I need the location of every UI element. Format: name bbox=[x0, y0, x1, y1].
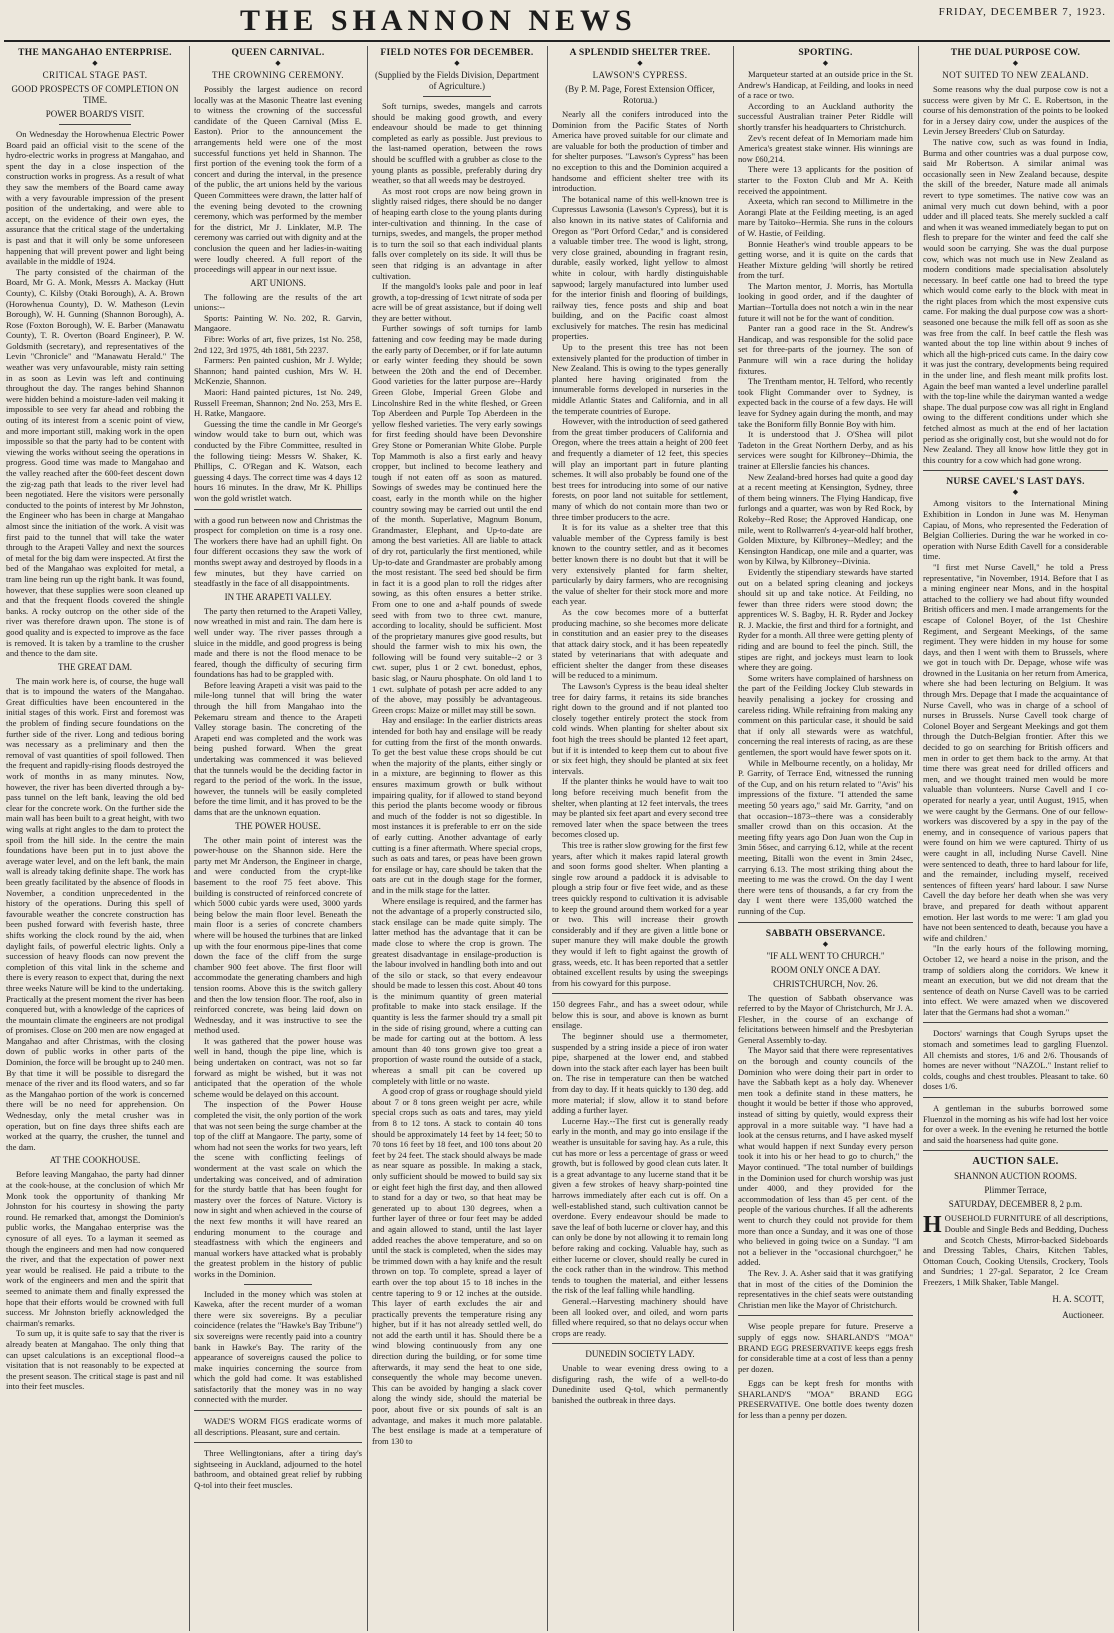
divider bbox=[423, 96, 491, 97]
subheading: POWER BOARD'S VISIT. bbox=[45, 109, 145, 119]
masthead-date: FRIDAY, DECEMBER 7, 1923. bbox=[938, 6, 1106, 18]
paragraph: Hay and ensilage: In the earlier districts areas intended for both hay and ensilage will be ready for cutting from the first of the month onwards. To get the best value these crops should be cut when the majority of the plants, either singly or in a mixture, are beginning to flower as this ensures maximum growth or bulk without impairing quality, for if allowed to stand beyond this period the plants become woody or fibrous and much of the fodder is not so digestible. In most instances it is preferable to err on the side of early cutting. Another advantage of early cutting is a finer aftermath. Where special crops, such as oats and tares, or peas have been grown for ensilage or hay, care should be taken that the oats are cut in the dough stage for the former, and in the milk stage for the latter. bbox=[372, 715, 542, 895]
divider bbox=[923, 1097, 1108, 1098]
paragraph: The following are the results of the art unions:-- bbox=[194, 291, 362, 313]
subheading: LAWSON'S CYPRESS. bbox=[592, 70, 688, 80]
paragraph: The other main point of interest was the power-house on the Shannon side. Here the party met Mr Anderson, the Engineer in charge, and were conducted from the crypt-like basement to the roof 75 feet above. This building is constructed of reinforced concrete of which 5000 cubic yards were used, 3000 yards being below the main floor level. Beneath the main floor is a series of concrete chambers where will be housed the turbines that are linked up with the four enormous pipe-lines that come down the face of the cliff from the surge chamber 900 feet above. The first floor will accommodate the generating chambers and high tension rooms. Above this is the switch gallery and then the low tension floor. The roof, also in reinforced concrete, was being laid down on Wednesday, and it was instructive to see the method used. bbox=[194, 834, 362, 1036]
paragraph: Nearly all the conifers introduced into the Dominion from the Pacific States of North America have proved suitable for our climate and are valuable for both the production of timber and for shelter purposes. "Lawson's Cypress" has been no exception to this and the Dominion acquired a handsome and efficient shelter tree with its introduction. bbox=[552, 109, 728, 194]
column-rule bbox=[918, 46, 919, 1631]
subheading: ROOM ONLY ONCE A DAY. bbox=[770, 964, 881, 975]
article-heading-field-notes: FIELD NOTES FOR DECEMBER. bbox=[380, 48, 534, 58]
paragraph: Some reasons why the dual purpose cow is not a success were given by Mr C. E. Robertson, in the course of his demonstration of the points to be looked for in a Jersey dairy cow, under the auspices of the Levin Jersey Breeders' Club on Saturday. bbox=[923, 84, 1108, 137]
section-heading: ART UNIONS. bbox=[250, 277, 306, 288]
divider bbox=[59, 124, 130, 125]
section-heading: THE POWER HOUSE. bbox=[235, 820, 321, 831]
subheading: NOT SUITED TO NEW ZEALAND. bbox=[942, 70, 1089, 80]
paragraph: It is understood that J. O'Shea will pilot Tadeton in the Great Northern Derby, and as his services were sought for Kilbroney--Dhimia, the trainer at Ellerslie fancies his chances. bbox=[738, 429, 913, 471]
divider bbox=[194, 1410, 362, 1411]
paragraph: The main work here is, of course, the huge wall that is to impound the waters of the Mangahao. Great difficulties have been encountered in the initial stages of this work. First and foremost was the problem of finding secure foundations on the further side of the river. Long and tedious boring was necessary as a preliminary and then the removal of vast quantities of spoil followed. Then the frequent and rapidly-rising floods destroyed the work of months in as many minutes. Now, however, the river has been diverted through a by-pass tunnel on the left bank, leaving the old bed clear for the concrete work. On the further side the main wall has been built to a great height, with two wing walls at right angles to the dam to protect the spoil from the hill side. In the centre the main foundations have been put in to just above the average water level, and on the left bank, the main wall is already taking definite shape. The work has been greatly facilitated by the absence of floods in November, a condition unprecedented in the history of the operations. During this spell of favourable weather the concrete construction has been pushed forward with feverish haste, three shifts working the clock round by the aid, when daylight fails, of powerful electric lights. Only a succession of heavy floods can now prevent the completion of this vital link in the scheme and there is every reason to expect that, during the next three weeks Nature will be kind to the undertaking. Practically at the present moment the river has been conquered but, with a knowledge of the caprices of the mountain climate the engineers are not prodigal of promises. Close on 200 men are now engaged at Mangahao and after Christmas, with the closing down of public works in other parts of the Dominion, the force will be brought up to 240 men. By that time it will be possible to disregard the menace of the river and its flood waters, and so far as the Mangahao portion of the work is concerned there will be no need for apprehension. On Wednesday, only the metal crusher was in operation, but on fine days three shifts each are worked at the quarry, the crusher, the tunnel and the dam. bbox=[6, 675, 184, 1152]
paragraph: Before leaving Arapeti a visit was paid to the mile-long tunnel that will bring the water through the hill from Mangahao into the Pekemaru stream and thence to the Arapeti Valley storage basin. The concreting of the Arapeti end was completed and the work was being pushed forward. When the great undertaking was commenced it was believed that the tunnels would be the deciding factor in regard to the period of the work. In the issue, however, the tunnels will be easily completed before the time limit, and it has proved to be the dams that are the unknown equation. bbox=[194, 679, 362, 817]
subheading: "IF ALL WENT TO CHURCH." bbox=[766, 950, 885, 961]
paragraph: Guessing the time the candle in Mr George's window would take to burn out, which was conducted by the Fibre Committee, resulted in the following tieing: Messrs W. Shaker, K. Phillips, C. O'Regan and K. Watson, each guessing 4 days. The correct time was 4 days 12 hours 16 minutes. In the draw, Mr K. Phillips won the gold wristlet watch. bbox=[194, 418, 362, 503]
ornament-icon: ◆ bbox=[822, 59, 829, 67]
paragraph: If the planter thinks he would have to wait too long before receiving much benefit from the shelter, when planting at 12 feet intervals, the trees may be planted six feet apart and every second tree removed later when the space between the trees becomes closed up. bbox=[552, 776, 728, 840]
paragraph: The inspection of the Power House completed the visit, the only portion of the work that was not seen being the surge chamber at the top of the cliff at Mangaore. The party, some of whom had not seen the works for two years, left the scene with conflicting feelings of wonderment at the vast scale on which the undertaking was conceived, and of admiration for the sturdy battle that has been fought for mastery over the forces of Nature. Victory is now in sight and when achieved in the course of the next few months it will have reared an enduring monument to the courage and steadfastness with which the engineers and manual workers have attacked what is probably the greatest problem in the history of public works in the Dominion. bbox=[194, 1099, 362, 1279]
auction-listing bbox=[923, 1213, 1108, 1287]
paragraph: Three Wellingtonians, after a tiring day's sightseeing in Auckland, adjourned to the hotel bathroom, and obtained great relief by rubbing Q-tol into their feet muscles. bbox=[194, 1448, 362, 1491]
paragraph: The party then returned to the Arapeti Valley, now wreathed in mist and rain. The dam here is well under way. The river passes through a sluice in the middle, and good progress is being made and there is not the flood menace to be feared, though the difficulty of securing firm foundations has had to be grappled with. bbox=[194, 605, 362, 680]
paragraph: While in Melbourne recently, on a holiday, Mr P. Garrity, of Terrace End, witnessed the running of the Cup, and on his return related to "Avis" his impressions of the fixture. "I attended the same meeting 50 years ago," said Mr. Garrity, "and on that occasion--1873--there was a considerably smaller crowd than on this occasion. At the meeting fifty years ago Don Juan won the Cup in 3min 56sec, and carrying 6.12, while at the recent meeting, Bitalli won the event in 3min 24sec, carrying 6.13. The most striking thing about the meeting to me was the crowd. On the day I went there were tens of thousands, a far cry from the day I went there were 135,000 watched the running of the Cup. bbox=[738, 757, 913, 916]
advertisement: Eggs can be kept fresh for months with SHARLAND'S "MOA" BRAND EGG PRESERVATIVE. One bottle does twenty dozen for less than a penny per dozen. bbox=[738, 1378, 913, 1421]
paragraph: Possibly the largest audience on record locally was at the Masonic Theatre last evening to witness the crowning of the successful candidate of the Queen Carnival (Miss E. Easton). Prior to the announcement the arrangements held were one of the most successful functions yet held in Shannon. The first portion of the evening took the form of a concert and during the interval, in the presence of the public, the art unions held by the various Queen Committees were drawn, the latter half of the evening being devoted to the crowning ceremony, which was performed by the member for the district, Mr J. Linklater, M.P. The ceremony was carried out with dignity and at the conclusion the queen and her ladies-in-waiting were loudly cheered. A full report of the proceedings will appear in our next issue. bbox=[194, 84, 362, 275]
paragraph: The question of Sabbath observance was referred to by the Mayor of Christchurch, Mr J. A. Flesher, in the course of an exchange of felicitations between himself and the Presbyterian General Assembly to-day. bbox=[738, 992, 913, 1045]
paragraph: Bonnie Heather's wind trouble appears to be getting worse, and it is quite on the cards that Heather Mixture gelding 'will shortly be retired from the turf. bbox=[738, 238, 913, 281]
ornament-icon: ◆ bbox=[454, 59, 460, 67]
paragraph: Lucerne Hay.--The first cut is generally ready early in the month, and may go into ensilage if the weather is unsuitable for saving hay. As a rule, this cut has more or less a percentage of grass or weed growth, but is followed by good clean cuts later. It is a great advantage to any lucerne stand that it be given a few strokes of heavy sharp-pointed tine harrows immediately after each cut is off. On a well-established stand, such cultivation cannot be overdone. Every endeavour should be made to save the leaf of both lucerne or clover hay, and this can only be done by not allowing it to remain long before raking and cocking. Valuable hay, such as either lucerne or clover, should really be cured in the cock rather than in the windrow. This method tends to toughen the material, and either lessens the risk of the leaf falling while handling. bbox=[552, 1115, 728, 1296]
paragraph: The Trentham mentor, H. Telford, who recently took Flight Commander over to Sydney, is expected back in the course of a few days. He will leave for Sydney again during the month, and may take the Boniform filly Bonnie Boy with him. bbox=[738, 376, 913, 429]
advertisement: WADE'S WORM FIGS eradicate worms of all descriptions. Pleasant, sure and certain. bbox=[194, 1416, 362, 1437]
ornament-icon: ◆ bbox=[637, 59, 643, 67]
paragraph: Marqueteur started at an outside price in the St. Andrew's Handicap, at Feilding, and looks in need of a race or two. bbox=[738, 69, 913, 101]
column-sporting bbox=[738, 46, 913, 1631]
paragraph: Evidently the stipendiary stewards have started out on a belated spring cleaning and jockeys should sit up and take notice. At Feilding, no fewer than three riders were stood down; the apprentices W. S. Bagby, H. R. Ryder and Jockey R. J. Mackie, the first and third for a fortnight, and Ryder for a month. All three were getting plenty of riding and are bound to feel the pinch. Still, the stipes are right, and jockeys must learn to look where they are going. bbox=[738, 566, 913, 673]
column-shelter-tree bbox=[552, 46, 728, 1631]
paragraph: As most root crops are now being grown in slightly raised ridges, there should be no danger of heaping earth close to the young plants during inter-cultivation and thinning. In the case of turnips, swedes, and mangels, the proper method is to turn the soil so that each individual plants falls over completely on its side. It will thus be seen that ridging is an advantage in after cultivation. bbox=[372, 185, 542, 281]
column-rule bbox=[367, 46, 368, 1631]
ornament-icon: ◆ bbox=[92, 59, 98, 67]
advertisement: Wise people prepare for future. Preserve a supply of eggs now. SHARLAND'S "MOA" BRAND EGG PRESERVATIVE keeps eggs fresh for considerable time at a cost of less than a penny per dozen. bbox=[738, 1321, 913, 1374]
paragraph: Further sowings of soft turnips for lamb fattening and cow feeding may be made during the early party of December, or if for late autumn or early winter feeding they should be sown between the 20th and the end of December. Good varieties for the latter purpose are--Hardy Green Globe, Imperial Green Globe and Lincolnshire Red in the white fleshed, or Green Top Aberdeen and Purple Top Aberdeen in the yellow fleshed varieties. The very early sowings for first feeding should have been Devonshire Grey Stone or Pomeranian White Globe. Purple Top Mammoth is also a first early and heavy cropper, but inclined to become leathery and tough if not eaten off as soon as matured. Sowings of swedes may be continued here the coast, early in the month while on the higher country sowing may be carried out until the end of the month. Superlative, Magnum Bonum, Grandmaster, Elephant, and Up-to-date are among the best varieties. All are liable to attack of dry rot, particularly the first mentioned, while Up-to-date and Grandmaster are probably among the most resistant. The seed bed should be firm in fact it is a good plan to roll the ridges after sowing, as this often ensures a better strike. From one to one and a-half pounds of swede seed with from two to three cwt. manure, according to locality, should be sufficient. Most of the proprietary manures give good results, but should the farmer wish to mix his own, the following will be found very suitable--2 or 3 cwt. super, plus 1 or 2 cwt. bonedust, ephos, basic slag, or Nauru phosphate. On old land 1 to 1 cwt. sulphate of potash per acre added to any of the above, may possibly be advantageous. Green crops: Maize or millet may still be sown. bbox=[372, 323, 542, 715]
paragraph: Sports: Painting W. No. 202, R. Garvin, Mangaore. bbox=[194, 312, 362, 334]
subheading: GOOD PROSPECTS OF COMPLETION ON TIME. bbox=[11, 84, 179, 105]
advertisement: Doctors' warnings that Cough Syrups upset the stomach and sometimes lead to gargling Fluenzol. All chemists and stores, 1/6 and 2/6. Thousands of homes are never without "NAZOL." Instant relief to colds, coughs and chest troubles. Pleasant to take. 60 doses 1/6. bbox=[923, 1028, 1108, 1092]
paragraph: Maori: Hand painted pictures, 1st No. 249, Russell Freeman, Shannon; 2nd No. 253, Mrs E. H. Ratke, Mangaore. bbox=[194, 387, 362, 419]
paragraph: Unable to wear evening dress owing to a disfiguring rash, the wife of a well-to-do Dunedinite used Q-tol, which permanently banished the outbreak in three days. bbox=[552, 1363, 728, 1406]
paragraph: The Mayor said that there were representatives on the borough and county councils of the Dominion who were doing their part in order to have the Sabbath kept as a holy day. Whenever men took a definite stand in these matters, he thought it would be better if those who approved, instead of sitting by quietly, would express their approval in a more suitable way. "I have had a look at the census returns, and I have asked myself what would happen if next Sunday every person took it into his or her head to go to church," the Mayor continued. "The total number of buildings in the Dominion used for church worship was just under 4000, and they provided for the accommodation of less than 45 per cent. of the people of the various churches. If all the adherents went to church they could not provide for them more than once a Sunday, and it was one of those who believed in going twice on a Sunday. "I am not a believer in the "occasional churchgoer," he added. bbox=[738, 1045, 913, 1268]
paragraph: with a good run between now and Christmas the prospect for completion on time is a rosy one. The workers there have had an uphill fight. On four different occasions they saw the work of months swept away and destroyed by floods in a few minutes, but they have carried on steadfastly in the face of all disappointments. bbox=[194, 514, 362, 589]
paragraph: The Rev. J. A. Asher said that it was gratifying that in most of the cities of the Dominion the representatives in the chief seats were outstanding Christian men like the Mayor of Christchurch. bbox=[738, 1267, 913, 1310]
column-field-notes bbox=[372, 46, 542, 1631]
paragraph: General.--Harvesting machinery should have been all looked over, and oiled, and worn parts filled where required, so that no delays occur when crops are ready. bbox=[552, 1295, 728, 1338]
subheading: Plimmer Terrace, bbox=[984, 1185, 1047, 1196]
dateline: CHRISTCHURCH, Nov. 26. bbox=[773, 978, 878, 989]
paragraph: The party consisted of the chairman of the Board, Mr G. A. Monk, Messrs A. Mackay (Hutt County), C. Kilsby (Otaki Borough), A. A. Brown (Horowhenua County), D. W. Matheson (Levin Borough), W. H. Gunning (Shannon Borough), A. Rose (Foxton Borough), W. E. Barber (Manawatu County), T. R. Overton (Board Engineer), P. W. Goldsmith (secretary), and representatives of the Levin "Chronicle" and "Manawatu Herald." The weather was very unfavourable, misty rain setting in as soon as Levin was left and continuing throughout the day. The ranges behind Shannon were hidden behind a moisture-laden veil making it impossible to see very far ahead and robbing the outing of its interest from a scenic point of view, and more important still, making work in the open impossible so that the party had to be content with viewing the works without seeing the operations in progress. Good time was made to Mangahao and the valley reached after the 600-feet descent down the zig-zag path that leads to the river level had been negotiated. Here the visitors were personally conducted to the points of interest by Mr Johnston, the Engineer who has been in charge at Mangahao almost since the initiation of the work. A visit was first paid to the tunnel that will take the water through to the Arapeti Valley and next the sources of metal for the big dam were inspected. At first the bed of the Mangahao was exploited for metal, a tram line being run up the right bank. It was found, however, that these supplies were soon cleaned up and that the frequent floods covered the shingle banks. A rocky outcrop on the other side of the river was therefore drawn upon. The stone is of good quality and is expected to improve as the face is removed. It is taken by a tramline to the crusher and thence to the dam site. bbox=[6, 266, 184, 659]
column-queen-carnival bbox=[194, 46, 362, 1631]
auctioneer-title: Auctioneer. bbox=[1062, 1310, 1104, 1321]
paragraph: The Lawson's Cypress is the beau ideal shelter tree for dairy farms, it retains its side branches right down to the ground and if not planted too closely together entirely protect the stock from cold winds. When planting for shelter about six foot high the trees should be planted 12 feet apart, but if it is intended to keep them cut to about five or six feet high, they should be planted at six feet intervals. bbox=[552, 681, 728, 776]
subheading: CRITICAL STAGE PAST. bbox=[42, 70, 148, 80]
article-heading-mangahao: THE MANGAHAO ENTERPRISE. bbox=[18, 48, 172, 58]
paragraph: If the mangold's looks pale and poor in leaf growth, a top-dressing of 1cwt nitrate of soda per acre will be of great assistance, but if doing well they are better without. bbox=[372, 281, 542, 323]
section-heading: AT THE COOKHOUSE. bbox=[49, 1155, 141, 1166]
section-heading: SABBATH OBSERVANCE. bbox=[765, 928, 886, 939]
divider bbox=[923, 470, 1108, 471]
paragraph: Included in the money which was stolen at Kaweka, after the recent murder of a woman there were six sovereigns. By a peculiar coincidence (relates the "Hawke's Bay Tribune") six sovereigns were recently paid into a country bank in Hawke's Bay. The rarity of the appearance of sovereigns caused the police to make inquiries concerning the source from which the gold had come. It was established satisfactorily that the money was in no way connected with the murder. bbox=[194, 1288, 362, 1405]
paragraph: Soft turnips, swedes, mangels and carrots should be making good growth, and every endeavour should be made to get thinning completed as early as possible. Just previous to the last-named operation, between the rows should be scuffled with a grubber as close to the young plants as possible, preferably during dry weather, so that all weeds may be destroyed. bbox=[372, 101, 542, 186]
paragraph: Fibre: Works of art, five prizes, 1st No. 258, 2nd 122, 3rd 1975, 4th 1881, 5th 2237. bbox=[194, 334, 362, 355]
divider bbox=[738, 1315, 913, 1316]
column-dual-purpose-cow bbox=[923, 46, 1108, 1631]
masthead-title: THE SHANNON NEWS bbox=[240, 4, 637, 37]
paragraph: It was gathered that the power house was well in hand, though the pipe line, which is being undertaken on contract, was not so far forward as might be wished, but it was not anticipated that the operation of the whole scheme would be delayed on this account. bbox=[194, 1035, 362, 1099]
section-heading: AUCTION SALE. bbox=[972, 1156, 1059, 1168]
paragraph: A good crop of grass or roughage should yield about 7 or 8 tons green weight per acre, while special crops such as oats and tares, may yield from 8 to 12 tons. A stack to contain 40 tons should be approximately 14 feet by 14 feet; 50 to 70 tons 16 feet by 18 feet, and 100 tons about 20 feet by 24 feet. The stack should always be made as near square as possible. In making a stack, only sufficient should be mowed to build say six or eight feet high the first day, and then allowed to stand for a day or two, so that heat may be generated up to about 130 degrees, when a further layer of three or four feet may be added and again allowed to stand, until the last layer added reaches the above temperature, and so on until the stack is completed, when the sides may be trimmed down with a hay knife and the result thrown on top. To complete, spread a layer of earth over the top about 15 to 18 inches in the centre tapering to 9 or 12 inches at the outside. This layer of earth excludes the air and practically prevents the temperature rising any higher, but if it has not already settled well, do not add the earth until it has. Should there be a wind blowing continuously from any one direction during the building, or for some time afterwards, it may send the heat to one side, consequently the whole may become uneven. This can be avoided by hanging a slack cover along the windy side, should the material be poor, about five or six pounds of salt is an advantage, and makes it much more palatable. The best ensilage is made at a temperature of from 130 to bbox=[372, 1086, 542, 1446]
ornament-icon: ◆ bbox=[1012, 59, 1019, 67]
subheading: (Supplied by the Fields Division, Department of Agriculture.) bbox=[375, 70, 539, 91]
auction-text: OUSEHOLD FURNITURE of all descriptions, Double and Single Beds and Bedding, Duchess and Scotch Chests, Mirror-backed Sideboards and Dressing Tables, Chairs, Kitchen Tables, Ottoman Couch, Cooking Utensils, Crockery, Tools and Sundries; 1 27-gal. Separator, 2 Ice Cream Freezers, 1 Milk Shaker, Table Mangel. bbox=[923, 1213, 1108, 1287]
paragraph: As the cow becomes more of a butterfat producing machine, so she becomes more delicate in constitution and an easier prey to the diseases that attack dairy stock, and it has been repeatedly stated by veterinarians that with adequate and efficient shelter the danger from these diseases will be reduced to a minimum. bbox=[552, 606, 728, 681]
paragraph: Zev's recent defeat of In Memoriam made him America's greatest stake winner. His winnings are now £60,214. bbox=[738, 132, 913, 164]
article-heading-sporting: SPORTING. bbox=[798, 48, 853, 58]
divider bbox=[923, 1022, 1108, 1023]
masthead-rule bbox=[4, 40, 1110, 42]
divider bbox=[194, 509, 362, 510]
article-heading-shelter-tree: A SPLENDID SHELTER TREE. bbox=[569, 48, 711, 58]
paragraph: According to an Auckland authority the successful Australian trainer Peter Riddle will shortly transfer his headquarters to Christchurch. bbox=[738, 100, 913, 132]
paragraph: Panter ran a good race in the St. Andrew's Handicap, and was responsible for the solid pace set for three-parts of the journey. The son of Panmure will win a race during the holiday fixtures. bbox=[738, 323, 913, 376]
paragraph: The Marton mentor, J. Morris, has Mortulla looking in good order, and if the daughter of Martian--Tortulla does not notch a win in the near future it will not be for the want of condition. bbox=[738, 280, 913, 323]
paragraph: "In the early hours of the following morning, October 12, we heard a noise in the prison, and the tramp of soldiers along the corridors. We knew it meant an execution, but we did not dream that the sentence of death on Nurse Cavell was to be carried into effect. We were amazed when we discovered later that the Germans had shot a woman." bbox=[923, 943, 1108, 1017]
paragraph: Some writers have complained of harshness on the part of the Feilding Jockey Club stewards in heavily penalising a jockey for crossing and careless riding. While refraining from making any comment on this particular case, it should be said that if only all stewards were as watchful, concerning the real interests of racing, as are these gentlemen, the sport would have fewer spots on it. bbox=[738, 672, 913, 757]
subheading: THE CROWNING CEREMONY. bbox=[212, 70, 344, 80]
divider bbox=[194, 1442, 362, 1443]
subheading: SHANNON AUCTION ROOMS. bbox=[954, 1171, 1077, 1182]
paragraph: The beginner should use a thermometer, suspended by a string inside a piece of iron water pipe, sharpened at the lower end, and stabbed down into the stack after each layer has been built on. The rise in temperature can then be watched from day to day. If it heats quickly to 130 deg. add more material; if slow, allow it to stand before adding a further layer. bbox=[552, 1031, 728, 1116]
divider bbox=[244, 1284, 311, 1285]
section-heading: NURSE CAVEL'S LAST DAYS. bbox=[946, 477, 1085, 488]
ornament-icon: ◆ bbox=[1012, 488, 1019, 497]
paragraph: To sum up, it is quite safe to say that the river is already beaten at Mangahao. The only thing that can upset calculations is an exceptional flood--a visitation that is not reasonably to be expected at the present season. The critical stage is past and nil into their feet muscles. bbox=[6, 1328, 184, 1392]
paragraph: Farmers: Pen painted cushion, Mr J. Wylde; Shannon; hand painted cushion, Mrs W. H. McKenzie, Shannon. bbox=[194, 355, 362, 387]
subheading: (By P. M. Page, Forest Extension Officer, Rotorua.) bbox=[565, 84, 715, 105]
divider bbox=[552, 1343, 728, 1344]
paragraph: Among visitors to the International Mining Exhibition in London in June was M. Henyman Capiau, of Mons, who represented the Federation of Belgian Collieries. During the war he worked in co-operation with Nurse Edith Cavell for a considerable time. bbox=[923, 498, 1108, 562]
ornament-icon: ◆ bbox=[822, 939, 829, 948]
column-rule bbox=[733, 46, 734, 1631]
masthead bbox=[0, 0, 1114, 44]
paragraph: The native cow, such as was found in India, Burma and other countries was a dual purpose cow, said Mr Robertson. A similar animal was occasionally seen in New Zealand because, despite the skill of the breeder, Nature made all animals revert to type sometimes. The native cow was an animal very much cut down behind, with a poor udder and ill placed teats. She merely suckled a calf and when it was weaned immediately began to put on flesh to prepare for the winter and feed the calf she would soon be carrying. She was the dual purpose cow, which was not much use in New Zealand as modern conditions made specialisation absolutely necessary. In beef cattle one had to breed the type which would come early to the block with meat in the right places from which the most expensive cuts came. For making the dual purpose cow was a short-seasoned one because the milk fell off as soon as she was free from the calf. In beef cattle the flesh was wanted about the top line within about 9 inches of which all the high-priced cuts came. In the dairy cow it was just the contrary, developments being required in the under line, and flesh meant milk profits lost. Again the beef man wanted a level underline parallel with the top-line while the dairyman wanted a wedge shape. The dual purpose cow was all right in England owing to the different conditions under which she fetched almost as much at the end of her lactation period as she originally cost, but she would not do for New Zealand. They all know how little they got in this country for a cow which had gone wrong. bbox=[923, 136, 1108, 465]
paragraph: On Wednesday the Horowhenua Electric Power Board paid an official visit to the scene of the hydro-electric works in progress at Mangahao, and spent the day in a close inspection of the construction works in progress. As a result of what they saw the members of the Board came away with a very favourable impression of the present position of the undertaking, and were able to accept, on the evidence of their own eyes, the assurance that the critical stage of the undertaking is past and that it will only be some unforeseen happening that will prevent power and light being available in the middle of 1924. bbox=[6, 129, 184, 267]
column-rule bbox=[189, 46, 190, 1631]
auctioneer-name: H. A. SCOTT, bbox=[1052, 1293, 1104, 1304]
paragraph: "I first met Nurse Cavell," he told a Press representative, "in November, 1914. Before that I as a mining engineer near Mons, and in the hospital attached to the colliery we had about fifty wounded British officers and men. I made arrangements for the escape of Colonel Boyer, of the 1st Cheshire Regiment, and Sergeant Meekings, of the same regiment. They were hidden in my house for some days, and then I went with them to Brussels, where we got in touch with Dr. Depage, whose wife was drowned in the Lusitania on her return from America, where she had been lecturing on Belgium. It was through Mrs. Depage that I made the acquaintance of Nurse Cavell, who was in charge of a school of nurses in Brussels. Nurse Cavell took charge of Colonel Boyer and Sergeant Meekings and got them through the Dutch-Belgian frontier. After this we decided to go on searching for British officers and men in order to get them back to the army. At that time there was great need for drilled officers and men, and we thought trained men would be more valuable than volunteers. Nurse Cavell and I co-operated for nearly a year, until August, 1915, when we were caught by the Germans. One of our fellow-workers was discovered by a spy in the pay of the enemy, and in consequence of various papers that were found on him we were captured. Thirty of us were caught in all, including Nurse Cavell. Nine were sentenced to death, three to hard labour for life, and the remainder, including myself, received sentences of fifteen years' hard labour. I saw Nurse Cavell the day before her death when she was very brave, and prepared for death without apparent emotion. Her last words to me were: 'I am glad you have not been sentenced to death, because you have a wife and children.' bbox=[923, 561, 1108, 943]
paragraph: The botanical name of this well-known tree is Cupressus Lawsonia (Lawson's Cypress), but it is also known in its native states of California and Oregon as "Port Orford Cedar," and is considered a valuable timber tree. The wood is light, strong, very close grained, abounding in fragrant resin, durable, easily worked, light yellow to almost white in colour, with hardly distinguishable sapwood; largely manufactured into lumber used for the interior finish and flooring of buildings, railway ties, fence posts and ship and boat building, and on the Pacific coast almost exclusively for matches. The resin has medicinal properties. bbox=[552, 193, 728, 342]
section-heading: IN THE ARAPETI VALLEY. bbox=[224, 591, 332, 602]
divider bbox=[923, 1150, 1108, 1151]
paragraph: New Zealand-bred horses had quite a good day at a recent meeting at Kensington, Sydney, three of them being winners. The Flying Handicap, five furlongs and a quarter, was won by Red Rock, by Rokeby--Red Rose; the Approved Handicap, one mile, went to Rollwarren's 4-year-old half brother, Golden Mixture, by Kilbroney--Medley; and the Kensington Handicap, one mile and a quarter, was won by Kilwa, by Kilbroney--Divinia. bbox=[738, 471, 913, 567]
ornament-icon: ◆ bbox=[275, 59, 281, 67]
subheading: SATURDAY, DECEMBER 8, 2 p.m. bbox=[948, 1199, 1083, 1210]
paragraph: Up to the present this tree has not been extensively planted for the production of timber in New Zealand. This is owing to the types generally planted here having originated from the innumerable forms developed in nurseries in the middle Atlantic States and California, and in all the temperate countries of Europe. bbox=[552, 342, 728, 416]
paragraph: However, with the introduction of seed gathered from the great timber producers of California and Oregon, where the trees attain a height of 200 feet and frequently a diameter of 12 feet, this species will play an important part in future planting schemes. It will also probably be found one of the best trees for introducing into some of our native forests, on poor land not suitable for settlement, many of which do not contain more than two or three timber producers to the acre. bbox=[552, 416, 728, 522]
article-heading-dual-purpose-cow: THE DUAL PURPOSE COW. bbox=[950, 48, 1081, 58]
divider bbox=[738, 922, 913, 923]
paragraph: 150 degrees Fahr., and has a sweet odour, while below this is sour, and above is known as burnt ensilage. bbox=[552, 999, 728, 1031]
section-heading: THE GREAT DAM. bbox=[57, 661, 133, 672]
section-heading: DUNEDIN SOCIETY LADY. bbox=[585, 1349, 695, 1360]
advertisement: A gentleman in the suburbs borrowed some Fluenzol in the morning as his wife had lost her voice for over a week. In the evening he returned the bottle and said the hoarseness had quite gone. bbox=[923, 1103, 1108, 1145]
column-rule bbox=[547, 46, 548, 1631]
divider bbox=[552, 993, 728, 994]
article-heading-queen-carnival: QUEEN CARNIVAL. bbox=[231, 48, 325, 58]
column-mangahao bbox=[6, 46, 184, 1631]
paragraph: This tree is rather slow growing for the first few years, after which it makes rapid lateral growth and soon forms good shelter. When planting a single row around a paddock it is advisable to plough a strip four or five feet wide, and as these trees quickly respond to cultivation it is advisable to keep the ground around them worked for a year or two. This will increase their growth considerably and if they are given a little bone or super manure they will make double the growth they would if left to fight against the growth of grass, weeds, etc. It has been reported that a settler obtained excellent results by using the sweepings from his cowyard for this purpose. bbox=[552, 839, 728, 988]
drop-cap: H bbox=[923, 1212, 942, 1239]
paragraph: Axeeta, which ran second to Millimetre in the Aorangi Plate at the Feilding meeting, is an aged mare by Taitoko--Hermia. She runs in the colours of W. Hastie, of Feilding. bbox=[738, 196, 913, 238]
paragraph: Where ensilage is required, and the farmer has not the advantage of a properly constructed silo, stack ensilage can be made quite simply. The latter method has the advantage that it can be made close to where the crop is grown. The greatest disadvantage in ensilage-production is the labour involved in handling both into and out of the silo or stack, so that every endeavour should be made to lessen this cost. About 40 tons is the minimum quantity of green material profitable to make into stack ensilage. If the quantity is less the farmer should try a small pit in the side of rising ground, where a cutting can be made for carting out at the bottom. A less amount than 40 tons grown give too great a proportion of waste round the outside of a stack, whereas a small pit can be covered up completely with little or no waste. bbox=[372, 895, 542, 1086]
paragraph: There were 13 applicants for the position of starter to the Foxton Club and Mr A. Keith received the appointment. bbox=[738, 164, 913, 196]
paragraph: Before leaving Mangahao, the party had dinner at the cook-house, at the conclusion of which Mr Monk took the opportunity of thanking Mr Johnston for his courtesy in showing the party round. He remarked that, amongst the Dominion's public works, the Mangahao enterprise was the cynosure of all eyes. To a layman it seemed as though the engineers and men had now conquered the river, and that the expectation of power next year would be realised. He paid a tribute to the work of the engineers and men and the spirit that seemed to animate them and finally expressed the hope that their efforts would be crowned with full success. Mr Johnston briefly acknowledged the chairman's remarks. bbox=[6, 1169, 184, 1328]
paragraph: It is for its value as a shelter tree that this valuable member of the Cypress family is best known to the country settler, and as it becomes better known there is no doubt but that it will be very extensively planted for farm shelter, particularly by dairy farmers, who are recognising the value of shelter for their stock more and more each year. bbox=[552, 522, 728, 607]
